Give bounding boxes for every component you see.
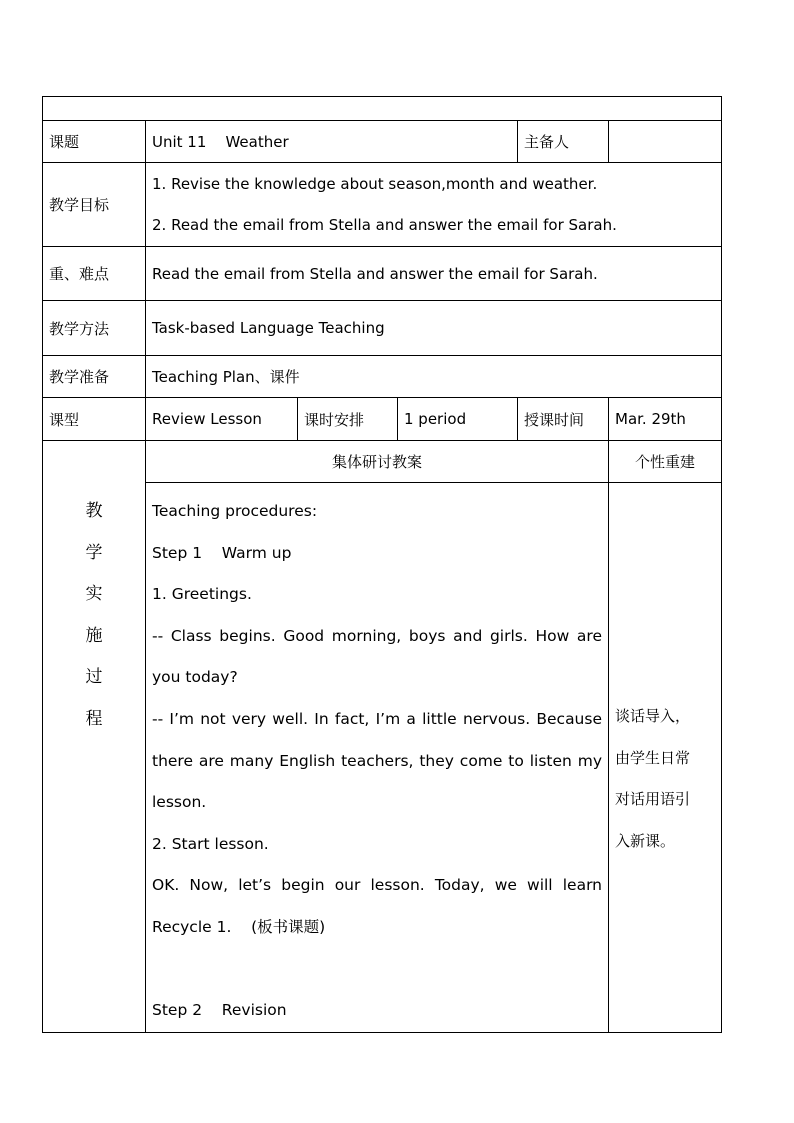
side-char: 实: [85, 584, 103, 605]
preparer-label: 主备人: [518, 121, 609, 163]
procedure-line: 2. Start lesson.: [152, 834, 269, 853]
side-char: 过: [85, 667, 103, 688]
objective-item: 2. Read the email from Stella and answer the email for Sarah.: [152, 215, 617, 234]
procedure-text: [146, 483, 608, 1032]
side-char: 教: [85, 501, 103, 521]
procedure-line: 1. Greetings.: [152, 585, 252, 604]
personal-header: 个性重建: [609, 441, 722, 483]
objectives-cell: [146, 163, 722, 247]
procedure-cell: [146, 483, 609, 1033]
preparation-row: [43, 356, 722, 398]
procedure-line: -- Class begins. Good morning, boys and girls. How are you today?: [152, 626, 602, 687]
objectives-label: 教学目标: [43, 163, 146, 247]
time-label: 授课时间: [518, 398, 609, 441]
side-char: 施: [85, 625, 103, 646]
time-value: Mar. 29th: [609, 398, 722, 441]
procedure-line: OK. Now, let’s begin our lesson. Today, we will learn Recycle 1. (板书课题): [152, 876, 607, 936]
procedure-line: Step 1 Warm up: [152, 543, 292, 562]
note-line: 对话用语引: [615, 790, 691, 809]
method-row: [43, 301, 722, 356]
note-line: 由学生日常: [615, 748, 691, 767]
procedure-line: Step 2 Revision: [152, 1001, 287, 1020]
preparation-label: 教学准备: [43, 356, 146, 398]
lesson-plan-table: [42, 96, 722, 1033]
process-side-label: [43, 441, 146, 1033]
collective-header: 集体研讨教案: [146, 441, 609, 483]
procedure-blank-line: [152, 949, 602, 991]
procedure-line: Teaching procedures:: [152, 502, 318, 520]
topic-value: Unit 11 Weather: [146, 121, 518, 163]
topic-row: [43, 121, 722, 163]
objective-item: 1. Revise the knowledge about season,month and weather.: [152, 174, 598, 193]
schedule-label: 课时安排: [298, 398, 398, 441]
lesson-type-row: [43, 398, 722, 441]
preparer-value: [609, 121, 722, 163]
note-line: 入新课。: [615, 831, 676, 850]
note-line: 谈话导入，: [615, 707, 691, 725]
process-header-row: [43, 441, 722, 483]
blank-cell: [43, 97, 722, 121]
key-points-row: [43, 247, 722, 301]
side-char: 学: [85, 542, 103, 563]
personal-note-cell: [609, 483, 722, 1033]
lesson-type-label: 课型: [43, 398, 146, 441]
topic-label: 课题: [43, 121, 146, 163]
schedule-value: 1 period: [398, 398, 518, 441]
key-points-value: Read the email from Stella and answer the email for Sarah.: [146, 247, 722, 301]
key-points-label: 重、难点: [43, 247, 146, 301]
objectives-row: [43, 163, 722, 247]
preparation-value: Teaching Plan、课件: [146, 356, 722, 398]
blank-header-row: [43, 97, 722, 121]
method-label: 教学方法: [43, 301, 146, 356]
lesson-type-value: Review Lesson: [146, 398, 298, 441]
method-value: Task-based Language Teaching: [146, 301, 722, 356]
procedure-line: -- I’m not very well. In fact, I’m a little nervous. Because there are many English teachers, they come to listen my lesson.: [152, 709, 602, 812]
side-char: 程: [85, 708, 103, 729]
